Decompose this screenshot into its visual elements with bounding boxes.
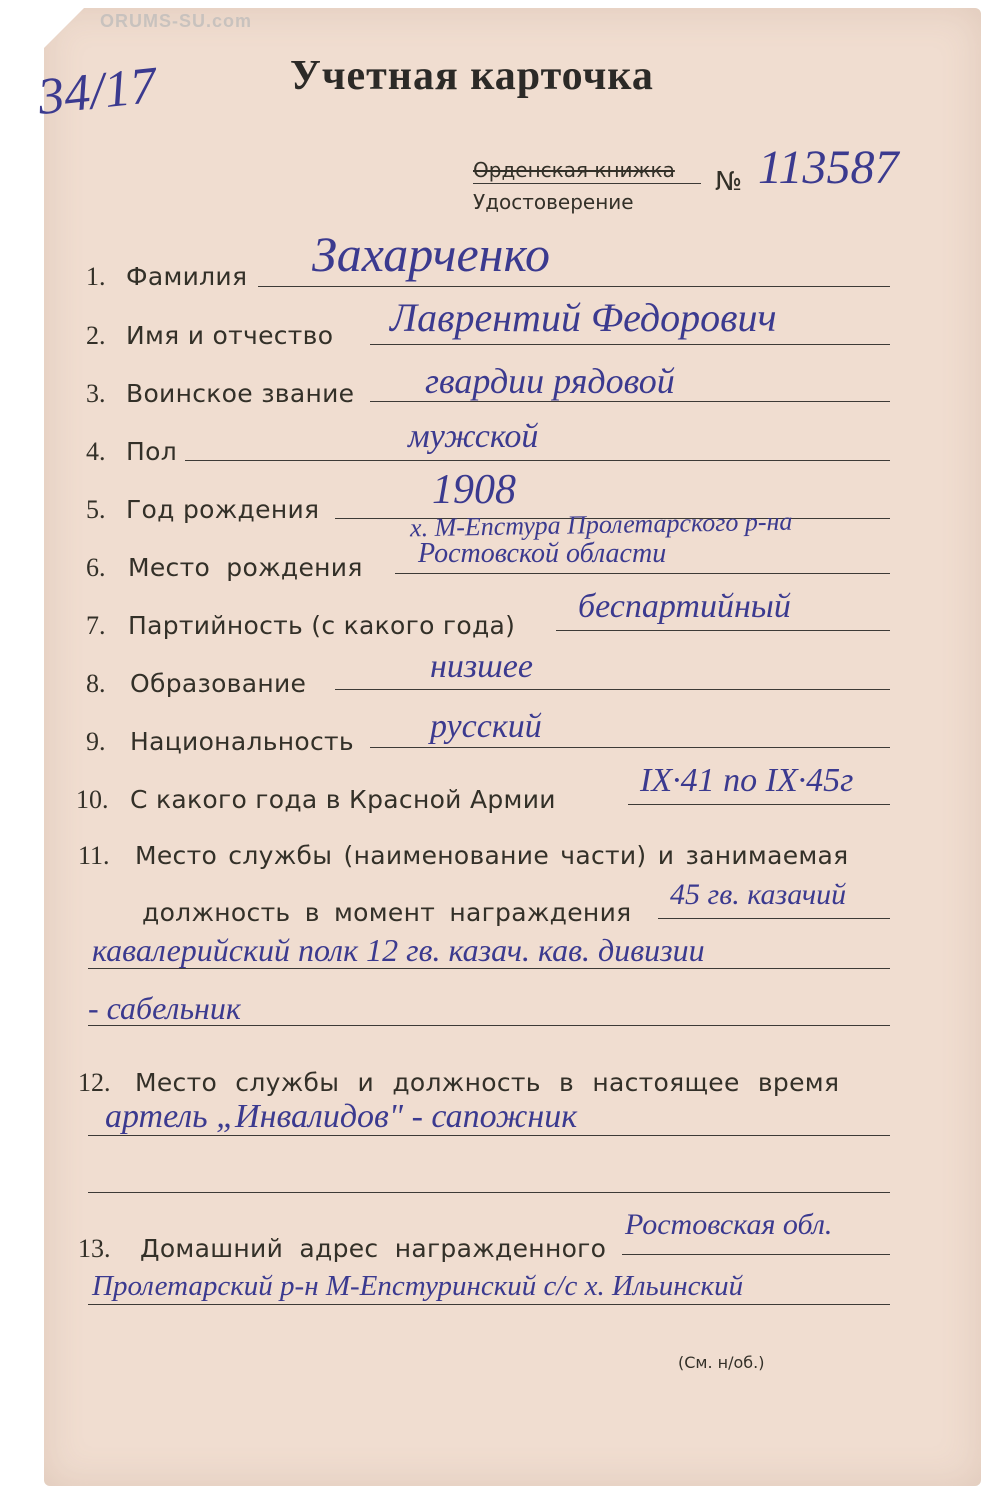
- field-value-surname: Захарченко: [312, 226, 550, 282]
- field-number: 1.: [86, 262, 106, 291]
- field-number: 6.: [86, 553, 106, 582]
- field-line: [88, 1192, 890, 1193]
- field-line: [335, 689, 890, 690]
- field-value-current-service: артель „Инвалидов" - сапожник: [105, 1098, 578, 1135]
- field-line: [556, 630, 890, 631]
- field-number: 9.: [86, 727, 106, 756]
- field-number: 12.: [78, 1068, 111, 1097]
- field-value-position: - сабельник: [88, 990, 241, 1026]
- field-number: 4.: [86, 437, 106, 466]
- field-value-birth-year: 1908: [432, 467, 516, 513]
- field-number: 8.: [86, 669, 106, 698]
- field-label-sex: Пол: [126, 437, 177, 466]
- field-label-army-since: С какого года в Красной Армии: [130, 785, 556, 814]
- field-value-name-patronymic: Лаврентий Федорович: [390, 295, 777, 340]
- field-number: 13.: [78, 1234, 111, 1263]
- field-label-current-service: Место службы и должность в настоящее время: [135, 1068, 840, 1097]
- field-value-army-since: IX·41 по IX·45г: [640, 762, 854, 799]
- field-value-rank: гвардии рядовой: [425, 361, 675, 401]
- field-value-address-line1: Ростовская обл.: [625, 1208, 833, 1241]
- field-line: [395, 573, 890, 574]
- folded-corner: [44, 8, 84, 48]
- field-line: [622, 1254, 890, 1255]
- field-value-party: беспартийный: [578, 588, 791, 625]
- field-value-sex: мужской: [408, 418, 539, 455]
- field-line: [88, 1304, 890, 1305]
- field-line: [628, 804, 890, 805]
- field-label-home-address: Домашний адрес награжденного: [140, 1234, 607, 1263]
- field-label-service-place: Место службы (наименование части) и занимаемая: [135, 841, 849, 870]
- field-number: 2.: [86, 321, 106, 350]
- field-line: [370, 747, 890, 748]
- field-line: [370, 344, 890, 345]
- doc-type-divider: [473, 183, 701, 184]
- field-value-birthplace-line1: х. М-Епстура Пролетарского р-на: [409, 506, 793, 543]
- field-value-address-line2: Пролетарский р-н М-Епстуринский с/с х. Ильинский: [92, 1270, 744, 1302]
- field-label-party: Партийность (с какого года): [128, 611, 516, 640]
- field-value-unit-line2: кавалерийский полк 12 гв. казач. кав. дивизии: [92, 932, 705, 968]
- field-label-name-patronymic: Имя и отчество: [126, 321, 334, 350]
- field-line: [658, 918, 890, 919]
- field-value-nationality: русский: [430, 708, 542, 745]
- certificate-number: 113587: [758, 141, 899, 194]
- corner-handwritten-number: 34/17: [35, 56, 160, 127]
- field-label-nationality: Национальность: [130, 727, 354, 756]
- field-label-birth-year: Год рождения: [126, 495, 320, 524]
- field-number: 5.: [86, 495, 106, 524]
- field-label-position-at-award: должность в момент награждения: [142, 898, 632, 927]
- field-number: 10.: [76, 785, 109, 814]
- see-reverse-note: (См. н/об.): [678, 1353, 765, 1372]
- watermark: ORUMS-SU.com: [100, 11, 253, 31]
- field-label-rank: Воинское звание: [126, 379, 355, 408]
- field-line: [185, 460, 890, 461]
- field-line: [258, 286, 890, 287]
- field-label-education: Образование: [130, 669, 307, 698]
- field-number: 7.: [86, 611, 106, 640]
- page-title: Учетная карточка: [290, 53, 654, 99]
- field-number: 3.: [86, 379, 106, 408]
- field-number: 11.: [78, 841, 110, 870]
- field-label-birthplace: Место рождения: [128, 553, 363, 582]
- field-value-unit-line1: 45 гв. казачий: [670, 878, 847, 911]
- field-value-birthplace-line2: Ростовской области: [418, 538, 667, 569]
- field-value-education: низшее: [430, 648, 533, 685]
- number-sign: №: [715, 167, 743, 197]
- doc-type-label: Удостоверение: [473, 190, 634, 214]
- struck-doc-type: Орденская книжка: [473, 158, 675, 182]
- field-label-surname: Фамилия: [126, 262, 248, 291]
